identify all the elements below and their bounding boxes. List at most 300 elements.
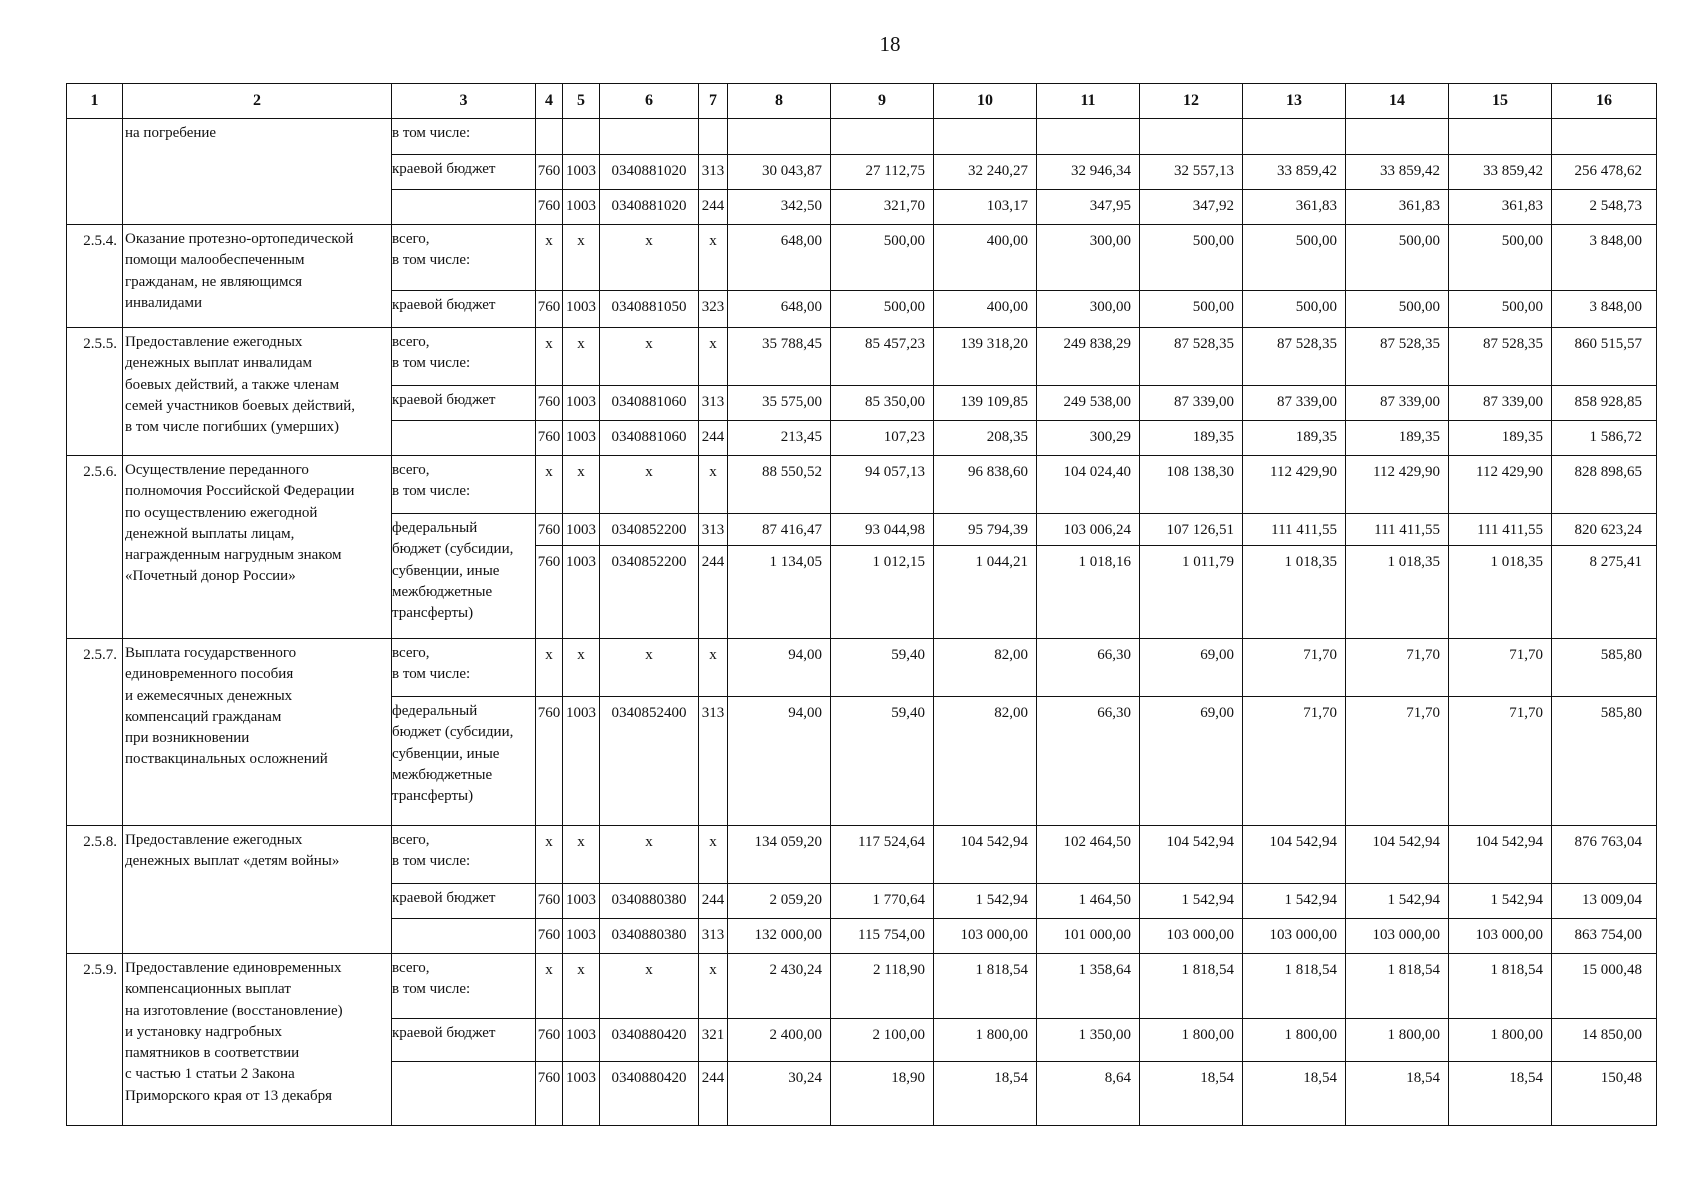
section-code: 1003: [563, 190, 600, 225]
year-value: [1449, 119, 1552, 155]
year-value: 87 339,00: [1243, 386, 1346, 421]
year-value: 111 411,55: [1449, 514, 1552, 546]
section-code: х: [563, 639, 600, 697]
section-code: х: [563, 456, 600, 514]
grbs-code: х: [536, 639, 563, 697]
total-value: 15 000,48: [1552, 954, 1657, 1019]
section-code: 1003: [563, 546, 600, 639]
year-value: 107,23: [831, 421, 934, 456]
year-value: 1 542,94: [1140, 884, 1243, 919]
year-value: 500,00: [1243, 225, 1346, 291]
target-article-code: 0340880420: [600, 1062, 699, 1126]
year-value: 32 557,13: [1140, 155, 1243, 190]
year-value: 71,70: [1243, 639, 1346, 697]
year-value: 1 800,00: [1140, 1019, 1243, 1062]
header-cell-12: 12: [1140, 84, 1243, 119]
header-cell-15: 15: [1449, 84, 1552, 119]
grbs-code: 760: [536, 919, 563, 954]
year-value: 117 524,64: [831, 826, 934, 884]
year-value: 249 838,29: [1037, 328, 1140, 386]
year-value: 104 024,40: [1037, 456, 1140, 514]
funding-source: [392, 225, 536, 291]
section-code: х: [563, 328, 600, 386]
expense-type-code: 313: [699, 919, 728, 954]
year-value: 102 464,50: [1037, 826, 1140, 884]
section-code: 1003: [563, 1019, 600, 1062]
header-cell-6: 6: [600, 84, 699, 119]
grbs-code: х: [536, 954, 563, 1019]
year-value: 112 429,90: [1346, 456, 1449, 514]
year-value: 321,70: [831, 190, 934, 225]
table-row: [67, 639, 1657, 697]
total-value: 13 009,04: [1552, 884, 1657, 919]
measure-name: [123, 639, 392, 826]
year-value: 189,35: [1346, 421, 1449, 456]
year-value: 1 018,35: [1449, 546, 1552, 639]
funding-source-text: всего, в том числе:: [392, 832, 471, 870]
year-value: 361,83: [1346, 190, 1449, 225]
total-value: 820 623,24: [1552, 514, 1657, 546]
year-value: 103 006,24: [1037, 514, 1140, 546]
funding-source: [392, 954, 536, 1019]
year-value: 500,00: [1140, 225, 1243, 291]
year-value: 189,35: [1243, 421, 1346, 456]
measure-name: [123, 328, 392, 456]
year-value: 87 528,35: [1140, 328, 1243, 386]
year-value: 94 057,13: [831, 456, 934, 514]
table-row: [67, 456, 1657, 514]
year-value: 1 800,00: [1243, 1019, 1346, 1062]
target-article-code: 0340880380: [600, 919, 699, 954]
grbs-code: 760: [536, 291, 563, 328]
header-cell-13: 13: [1243, 84, 1346, 119]
section-code: 1003: [563, 386, 600, 421]
year-value: 648,00: [728, 291, 831, 328]
expense-type-code: 313: [699, 697, 728, 826]
target-article-code: 0340852200: [600, 514, 699, 546]
target-article-code: 0340880420: [600, 1019, 699, 1062]
expense-type-code: х: [699, 954, 728, 1019]
funding-source: [392, 421, 536, 456]
year-value: 189,35: [1449, 421, 1552, 456]
year-value: 1 818,54: [1243, 954, 1346, 1019]
year-value: 500,00: [1449, 291, 1552, 328]
year-value: 1 011,79: [1140, 546, 1243, 639]
year-value: 94,00: [728, 697, 831, 826]
expense-type-code: 313: [699, 514, 728, 546]
target-article-code: х: [600, 639, 699, 697]
year-value: 1 542,94: [1346, 884, 1449, 919]
year-value: 103 000,00: [1449, 919, 1552, 954]
year-value: 33 859,42: [1449, 155, 1552, 190]
funding-source-text: в том числе:: [392, 125, 471, 141]
year-value: 104 542,94: [934, 826, 1037, 884]
year-value: 87 339,00: [1449, 386, 1552, 421]
funding-source-text: всего, в том числе:: [392, 462, 471, 500]
year-value: 71,70: [1449, 697, 1552, 826]
year-value: [934, 119, 1037, 155]
expense-type-code: 244: [699, 884, 728, 919]
table-row: [67, 328, 1657, 386]
expense-type-code: 313: [699, 386, 728, 421]
year-value: 69,00: [1140, 697, 1243, 826]
total-value: 150,48: [1552, 1062, 1657, 1126]
funding-source-text: федеральный бюджет (субсидии, субвенции, иные межбюджетные трансферты): [392, 520, 514, 622]
year-value: 2 400,00: [728, 1019, 831, 1062]
year-value: 134 059,20: [728, 826, 831, 884]
funding-source: [392, 456, 536, 514]
funding-source-text: краевой бюджет: [392, 392, 496, 408]
header-cell-4: 4: [536, 84, 563, 119]
year-value: 18,54: [1346, 1062, 1449, 1126]
table-row: [67, 954, 1657, 1019]
year-value: 112 429,90: [1243, 456, 1346, 514]
year-value: 101 000,00: [1037, 919, 1140, 954]
target-article-code: 0340881050: [600, 291, 699, 328]
expense-type-code: х: [699, 639, 728, 697]
funding-source-text: краевой бюджет: [392, 1025, 496, 1041]
year-value: 500,00: [831, 291, 934, 328]
expense-type-code: х: [699, 456, 728, 514]
year-value: 71,70: [1346, 639, 1449, 697]
year-value: 18,54: [934, 1062, 1037, 1126]
year-value: 69,00: [1140, 639, 1243, 697]
year-value: 1 818,54: [934, 954, 1037, 1019]
year-value: 132 000,00: [728, 919, 831, 954]
budget-table: [66, 83, 1657, 1126]
year-value: 35 788,45: [728, 328, 831, 386]
total-value: 828 898,65: [1552, 456, 1657, 514]
year-value: 208,35: [934, 421, 1037, 456]
grbs-code: х: [536, 328, 563, 386]
total-value: 3 848,00: [1552, 225, 1657, 291]
year-value: 500,00: [1346, 291, 1449, 328]
total-value: 863 754,00: [1552, 919, 1657, 954]
year-value: 300,00: [1037, 225, 1140, 291]
header-cell-7: 7: [699, 84, 728, 119]
year-value: 104 542,94: [1140, 826, 1243, 884]
year-value: 87 528,35: [1449, 328, 1552, 386]
measure-name-text: Выплата государственного единовременного пособия и ежемесячных денежных компенсаций гражданам при возникновении поствакцинальных осложнений: [125, 645, 328, 768]
year-value: 500,00: [831, 225, 934, 291]
year-value: 18,54: [1243, 1062, 1346, 1126]
measure-name-text: Предоставление ежегодных денежных выплат «детям войны»: [125, 832, 340, 870]
year-value: 1 818,54: [1449, 954, 1552, 1019]
year-value: 2 100,00: [831, 1019, 934, 1062]
funding-source: [392, 190, 536, 225]
target-article-code: х: [600, 954, 699, 1019]
year-value: 32 946,34: [1037, 155, 1140, 190]
funding-source: [392, 386, 536, 421]
total-value: 860 515,57: [1552, 328, 1657, 386]
header-cell-10: 10: [934, 84, 1037, 119]
section-code: х: [563, 826, 600, 884]
year-value: 139 318,20: [934, 328, 1037, 386]
funding-source: [392, 884, 536, 919]
year-value: 1 018,35: [1346, 546, 1449, 639]
table-row: [67, 225, 1657, 291]
year-value: [1346, 119, 1449, 155]
section-number: 2.5.5.: [67, 328, 123, 456]
grbs-code: 760: [536, 386, 563, 421]
year-value: 66,30: [1037, 639, 1140, 697]
funding-source-text: краевой бюджет: [392, 161, 496, 177]
grbs-code: х: [536, 826, 563, 884]
expense-type-code: 244: [699, 421, 728, 456]
year-value: 87 528,35: [1243, 328, 1346, 386]
year-value: 1 818,54: [1140, 954, 1243, 1019]
header-cell-11: 11: [1037, 84, 1140, 119]
funding-source: [392, 514, 536, 639]
section-number: 2.5.4.: [67, 225, 123, 328]
section-number: 2.5.6.: [67, 456, 123, 639]
grbs-code: 760: [536, 155, 563, 190]
grbs-code: х: [536, 225, 563, 291]
year-value: 1 800,00: [1346, 1019, 1449, 1062]
total-value: 585,80: [1552, 639, 1657, 697]
total-value: 3 848,00: [1552, 291, 1657, 328]
grbs-code: 760: [536, 1062, 563, 1126]
grbs-code: 760: [536, 514, 563, 546]
expense-type-code: 244: [699, 546, 728, 639]
funding-source: [392, 291, 536, 328]
year-value: 103 000,00: [1140, 919, 1243, 954]
year-value: 71,70: [1243, 697, 1346, 826]
year-value: 111 411,55: [1243, 514, 1346, 546]
year-value: [1037, 119, 1140, 155]
grbs-code: [536, 119, 563, 155]
header-cell-2: 2: [123, 84, 392, 119]
year-value: 87 528,35: [1346, 328, 1449, 386]
year-value: 71,70: [1346, 697, 1449, 826]
year-value: 59,40: [831, 639, 934, 697]
target-article-code: 0340881020: [600, 155, 699, 190]
year-value: 88 550,52: [728, 456, 831, 514]
year-value: 104 542,94: [1346, 826, 1449, 884]
section-number: 2.5.7.: [67, 639, 123, 826]
year-value: 361,83: [1449, 190, 1552, 225]
header-cell-5: 5: [563, 84, 600, 119]
year-value: 87 339,00: [1346, 386, 1449, 421]
section-code: 1003: [563, 421, 600, 456]
expense-type-code: х: [699, 328, 728, 386]
year-value: 1 012,15: [831, 546, 934, 639]
year-value: [728, 119, 831, 155]
funding-source-text: всего, в том числе:: [392, 231, 471, 269]
target-article-code: 0340881020: [600, 190, 699, 225]
year-value: 1 542,94: [1449, 884, 1552, 919]
section-number: 2.5.8.: [67, 826, 123, 954]
year-value: 2 430,24: [728, 954, 831, 1019]
year-value: 71,70: [1449, 639, 1552, 697]
funding-source-text: краевой бюджет: [392, 890, 496, 906]
section-code: х: [563, 954, 600, 1019]
total-value: [1552, 119, 1657, 155]
measure-name: [123, 119, 392, 225]
target-article-code: х: [600, 328, 699, 386]
year-value: 103,17: [934, 190, 1037, 225]
year-value: 30,24: [728, 1062, 831, 1126]
year-value: 1 770,64: [831, 884, 934, 919]
year-value: 500,00: [1346, 225, 1449, 291]
section-code: х: [563, 225, 600, 291]
year-value: 500,00: [1243, 291, 1346, 328]
year-value: 87 416,47: [728, 514, 831, 546]
year-value: 96 838,60: [934, 456, 1037, 514]
year-value: 500,00: [1140, 291, 1243, 328]
year-value: 103 000,00: [1346, 919, 1449, 954]
year-value: 30 043,87: [728, 155, 831, 190]
grbs-code: х: [536, 456, 563, 514]
page-number: 18: [879, 32, 901, 56]
year-value: 1 542,94: [1243, 884, 1346, 919]
year-value: 8,64: [1037, 1062, 1140, 1126]
year-value: 1 464,50: [1037, 884, 1140, 919]
total-value: 2 548,73: [1552, 190, 1657, 225]
year-value: 189,35: [1140, 421, 1243, 456]
expense-type-code: х: [699, 225, 728, 291]
year-value: 27 112,75: [831, 155, 934, 190]
funding-source: [392, 119, 536, 155]
funding-source: [392, 155, 536, 190]
total-value: 8 275,41: [1552, 546, 1657, 639]
measure-name-text: на погребение: [125, 125, 217, 141]
header-cell-9: 9: [831, 84, 934, 119]
section-code: 1003: [563, 291, 600, 328]
year-value: [1243, 119, 1346, 155]
funding-source-text: всего, в том числе:: [392, 334, 471, 372]
total-value: 1 586,72: [1552, 421, 1657, 456]
measure-name-text: Осуществление переданного полномочия Российской Федерации по осуществлению ежегодной денежной выплаты лицам, награжденным нагрудным знаком «Почетный донор России»: [125, 462, 355, 585]
expense-type-code: [699, 119, 728, 155]
grbs-code: 760: [536, 190, 563, 225]
year-value: 1 818,54: [1346, 954, 1449, 1019]
year-value: 347,95: [1037, 190, 1140, 225]
funding-source-text: всего, в том числе:: [392, 645, 471, 683]
year-value: 1 542,94: [934, 884, 1037, 919]
target-article-code: 0340852400: [600, 697, 699, 826]
funding-source: [392, 919, 536, 954]
year-value: 82,00: [934, 697, 1037, 826]
table-row: [67, 119, 1657, 155]
measure-name-text: Предоставление единовременных компенсационных выплат на изготовление (восстановление) и установку надгробных памятников в соответствии с частью 1 статьи 2 Закона Приморского края от 13 декабря: [125, 960, 343, 1104]
expense-type-code: х: [699, 826, 728, 884]
header-cell-14: 14: [1346, 84, 1449, 119]
year-value: [831, 119, 934, 155]
funding-source-text: всего, в том числе:: [392, 960, 471, 998]
year-value: 1 358,64: [1037, 954, 1140, 1019]
measure-name: [123, 225, 392, 328]
header-cell-16: 16: [1552, 84, 1657, 119]
section-code: 1003: [563, 1062, 600, 1126]
year-value: 1 018,35: [1243, 546, 1346, 639]
total-value: 256 478,62: [1552, 155, 1657, 190]
funding-source: [392, 697, 536, 826]
year-value: 648,00: [728, 225, 831, 291]
year-value: 104 542,94: [1243, 826, 1346, 884]
section-number: 2.5.9.: [67, 954, 123, 1126]
total-value: 14 850,00: [1552, 1019, 1657, 1062]
target-article-code: [600, 119, 699, 155]
year-value: 59,40: [831, 697, 934, 826]
year-value: 1 350,00: [1037, 1019, 1140, 1062]
year-value: 342,50: [728, 190, 831, 225]
year-value: 115 754,00: [831, 919, 934, 954]
section-code: 1003: [563, 697, 600, 826]
measure-name: [123, 456, 392, 639]
measure-name: [123, 826, 392, 954]
year-value: 93 044,98: [831, 514, 934, 546]
year-value: 400,00: [934, 225, 1037, 291]
target-article-code: х: [600, 456, 699, 514]
year-value: 1 800,00: [1449, 1019, 1552, 1062]
measure-name-text: Оказание протезно-ортопедической помощи малообеспеченным гражданам, не являющимся инвалидами: [125, 231, 354, 311]
section-code: 1003: [563, 514, 600, 546]
year-value: 82,00: [934, 639, 1037, 697]
year-value: 87 339,00: [1140, 386, 1243, 421]
year-value: 94,00: [728, 639, 831, 697]
year-value: 361,83: [1243, 190, 1346, 225]
expense-type-code: 244: [699, 1062, 728, 1126]
year-value: 107 126,51: [1140, 514, 1243, 546]
section-number: [67, 119, 123, 225]
year-value: [1140, 119, 1243, 155]
year-value: 32 240,27: [934, 155, 1037, 190]
year-value: 18,54: [1449, 1062, 1552, 1126]
funding-source: [392, 639, 536, 697]
year-value: 112 429,90: [1449, 456, 1552, 514]
funding-source: [392, 1019, 536, 1062]
section-code: [563, 119, 600, 155]
year-value: 104 542,94: [1449, 826, 1552, 884]
year-value: 500,00: [1449, 225, 1552, 291]
year-value: 18,54: [1140, 1062, 1243, 1126]
target-article-code: 0340881060: [600, 421, 699, 456]
year-value: 111 411,55: [1346, 514, 1449, 546]
year-value: 85 457,23: [831, 328, 934, 386]
target-article-code: х: [600, 826, 699, 884]
year-value: 400,00: [934, 291, 1037, 328]
grbs-code: 760: [536, 884, 563, 919]
expense-type-code: 313: [699, 155, 728, 190]
table-row: [67, 826, 1657, 884]
year-value: 300,29: [1037, 421, 1140, 456]
section-code: 1003: [563, 919, 600, 954]
grbs-code: 760: [536, 421, 563, 456]
funding-source: [392, 1062, 536, 1126]
header-cell-1: 1: [67, 84, 123, 119]
target-article-code: 0340880380: [600, 884, 699, 919]
year-value: 33 859,42: [1243, 155, 1346, 190]
expense-type-code: 321: [699, 1019, 728, 1062]
expense-type-code: 244: [699, 190, 728, 225]
year-value: 2 118,90: [831, 954, 934, 1019]
year-value: 85 350,00: [831, 386, 934, 421]
measure-name: [123, 954, 392, 1126]
year-value: 1 018,16: [1037, 546, 1140, 639]
funding-source: [392, 328, 536, 386]
target-article-code: х: [600, 225, 699, 291]
grbs-code: 760: [536, 1019, 563, 1062]
year-value: 108 138,30: [1140, 456, 1243, 514]
expense-type-code: 323: [699, 291, 728, 328]
total-value: 876 763,04: [1552, 826, 1657, 884]
year-value: 33 859,42: [1346, 155, 1449, 190]
section-code: 1003: [563, 884, 600, 919]
year-value: 35 575,00: [728, 386, 831, 421]
year-value: 249 538,00: [1037, 386, 1140, 421]
year-value: 1 134,05: [728, 546, 831, 639]
